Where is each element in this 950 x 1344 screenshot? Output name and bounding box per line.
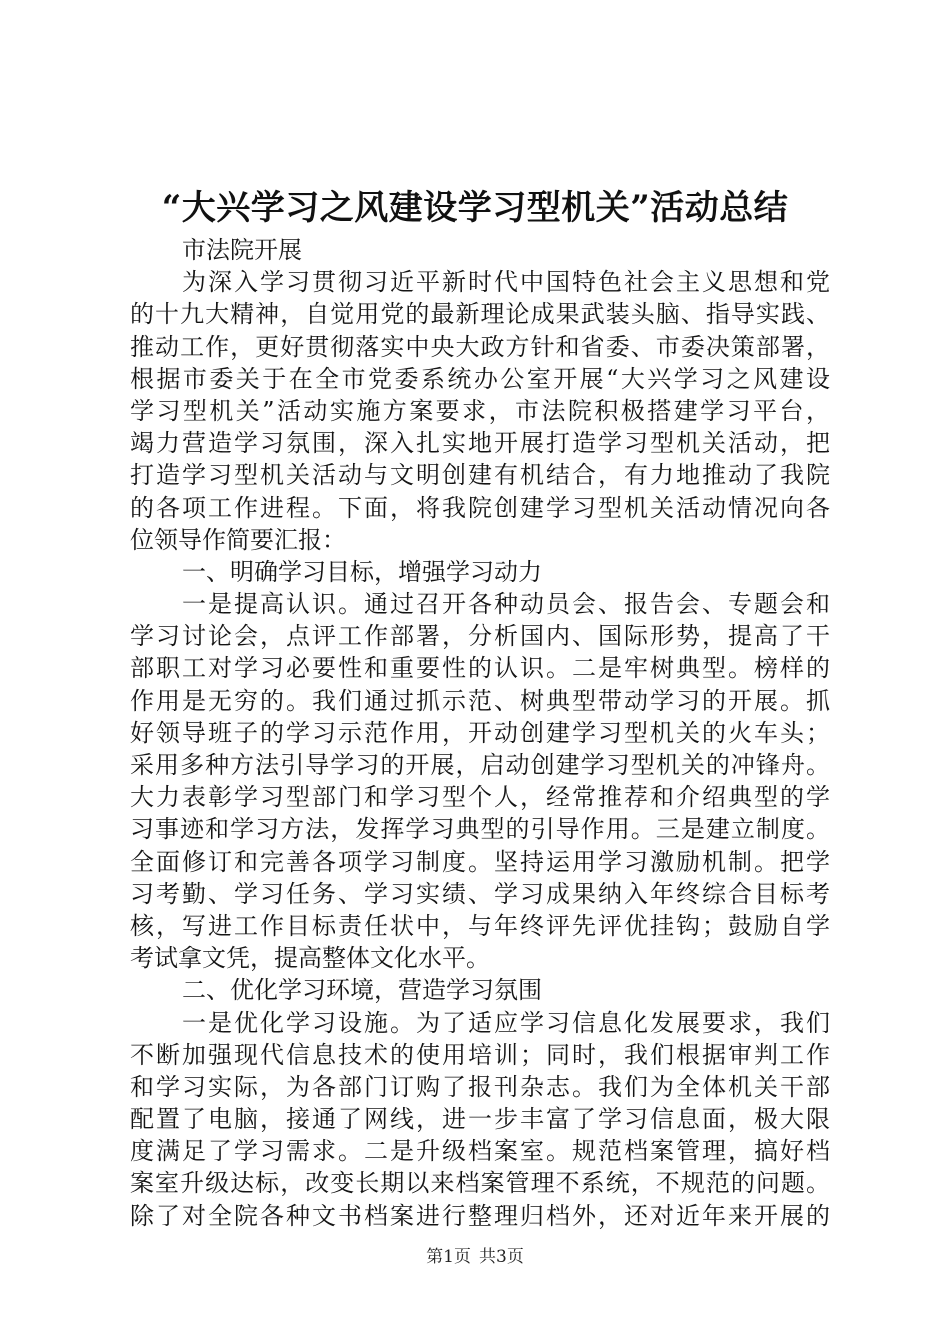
- body-line: 大力表彰学习型部门和学习型个人，经常推荐和介绍典型的学: [130, 783, 830, 812]
- body-line: 学习讨论会，点评工作部署，分析国内、国际形势，提高了干: [130, 622, 830, 651]
- body-line: 一是提高认识。通过召开各种动员会、报告会、专题会和: [182, 590, 830, 619]
- body-line: 核，写进工作目标责任状中，与年终评先评优挂钩；鼓励自学: [130, 911, 830, 940]
- document-body: [130, 234, 830, 1232]
- body-line: 除了对全院各种文书档案进行整理归档外，还对近年来开展的: [130, 1201, 830, 1230]
- page-number: 第1页: [426, 1247, 471, 1267]
- body-line: 根据市委关于在全市党委系统办公室开展“大兴学习之风建设: [130, 364, 830, 393]
- body-line: 打造学习型机关活动与文明创建有机结合，有力地推动了我院: [130, 461, 830, 490]
- body-line: 的十九大精神，自觉用党的最新理论成果武装头脑、指导实践、: [130, 300, 830, 329]
- body-line: 不断加强现代信息技术的使用培训；同时，我们根据审判工作: [130, 1040, 830, 1069]
- body-line: 部职工对学习必要性和重要性的认识。二是牢树典型。榜样的: [130, 654, 830, 683]
- page-footer: [0, 1245, 950, 1269]
- body-line: 作用是无穷的。我们通过抓示范、树典型带动学习的开展。抓: [130, 686, 830, 715]
- body-line: 考试拿文凭，提高整体文化水平。: [130, 944, 490, 973]
- body-line: 配置了电脑，接通了网线，进一步丰富了学习信息面，极大限: [130, 1105, 830, 1134]
- body-line: 学习型机关”活动实施方案要求，市法院积极搭建学习平台，: [130, 396, 830, 425]
- body-line: 为深入学习贯彻习近平新时代中国特色社会主义思想和党: [182, 268, 830, 297]
- body-line: 位领导作简要汇报：: [130, 525, 346, 554]
- section-heading: 一、明确学习目标，增强学习动力: [182, 557, 542, 586]
- body-line: 习事迹和学习方法，发挥学习典型的引导作用。三是建立制度。: [130, 815, 830, 844]
- page-total: 共3页: [479, 1247, 524, 1267]
- body-line: 竭力营造学习氛围，深入扎实地开展打造学习型机关活动，把: [130, 429, 830, 458]
- body-line: 市法院开展: [182, 236, 302, 264]
- body-line: 和学习实际，为各部门订购了报刊杂志。我们为全体机关干部: [130, 1072, 830, 1101]
- body-line: 好领导班子的学习示范作用，开动创建学习型机关的火车头；: [130, 718, 830, 747]
- body-line: 采用多种方法引导学习的开展，启动创建学习型机关的冲锋舟。: [130, 751, 830, 779]
- section-heading: 二、优化学习环境，营造学习氛围: [182, 976, 542, 1005]
- body-line: 全面修订和完善各项学习制度。坚持运用学习激励机制。把学: [130, 847, 830, 876]
- document-title: “大兴学习之风建设学习型机关”活动总结: [161, 188, 789, 228]
- body-line: 案室升级达标，改变长期以来档案管理不系统，不规范的问题。: [130, 1169, 830, 1198]
- body-line: 一是优化学习设施。为了适应学习信息化发展要求，我们: [182, 1008, 830, 1037]
- body-line: 的各项工作进程。下面，将我院创建学习型机关活动情况向各: [130, 493, 830, 522]
- body-line: 习考勤、学习任务、学习实绩、学习成果纳入年终综合目标考: [130, 879, 830, 908]
- body-line: 度满足了学习需求。二是升级档案室。规范档案管理，搞好档: [130, 1137, 830, 1166]
- body-line: 推动工作，更好贯彻落实中央大政方针和省委、市委决策部署，: [130, 332, 830, 361]
